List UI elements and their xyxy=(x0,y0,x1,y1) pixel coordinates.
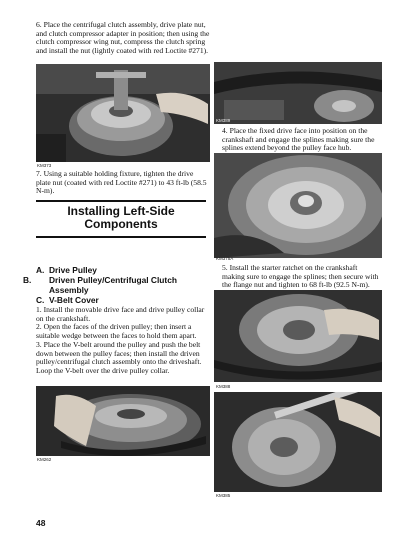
photo-fixed-drive-face xyxy=(214,153,382,258)
photo-clutch-compressor xyxy=(36,64,210,162)
figure-id-right-1: KM389 xyxy=(216,118,231,123)
step-4-text: 4. Place the fixed drive face into position on the crankshaft and engage the splines making sure the splines extend beyond the pulley face hub. xyxy=(222,126,375,153)
component-label: Driven Pulley/Centrifugal Clutch Assembly xyxy=(49,275,177,295)
figure-id-right-4: KM385 xyxy=(216,493,231,498)
figure-id-left-bottom: KM262 xyxy=(37,457,52,462)
step-6-text: 6. Place the centrifugal clutch assembly, drive plate nut, and clutch compressor adapter in position; then using the clutch compressor wing nut, compress the clutch spring and install the nut (lightly coated with red Loctite #271). xyxy=(36,20,210,55)
section-title-line2: Components xyxy=(84,217,158,231)
section-rule-top xyxy=(36,200,206,202)
step-1-text: 1. Install the movable drive face and drive pulley collar on the crankshaft. xyxy=(36,305,205,323)
step-7-text: 7. Using a suitable holding fixture, tighten the drive plate nut (coated with red Loctite #271) to 43 ft-lb (58.5 N-m). xyxy=(36,169,207,196)
figure-id-right-2: KM375A xyxy=(216,256,234,261)
photo-drive-belt-area xyxy=(214,62,382,124)
component-letter: B. xyxy=(23,275,32,285)
figure-id-right-3: KM388 xyxy=(216,384,231,389)
photo-flange-nut-torque xyxy=(214,392,382,492)
photo-driven-pulley-belt xyxy=(36,386,210,456)
component-label: V-Belt Cover xyxy=(49,295,99,305)
step-2-text: 2. Open the faces of the driven pulley; then insert a suitable wedge between the faces to hold them apart. xyxy=(36,322,197,340)
page-number: 48 xyxy=(36,518,46,528)
step-5-text: 5. Install the starter ratchet on the crankshaft making sure to engage the splines; then secure with the flange nut and tighten to 68 ft-lb (92.5 N-m). xyxy=(222,263,379,290)
component-letter: C. xyxy=(36,295,45,305)
component-item-b xyxy=(23,275,209,295)
photo-starter-ratchet xyxy=(214,290,382,382)
section-title-line1: Installing Left-Side xyxy=(67,204,175,218)
step-3-text: 3. Place the V-belt around the pulley and push the belt down between the pulley faces; then install the driven pulley/centrifugal clutch assembly onto the driveshaft. Loop the V-belt over the drive pulley collar. xyxy=(36,340,202,375)
component-letter: A. xyxy=(36,265,45,275)
section-rule-bottom xyxy=(36,236,206,238)
component-label: Drive Pulley xyxy=(49,265,97,275)
figure-id-left-top: KM373 xyxy=(37,163,52,168)
